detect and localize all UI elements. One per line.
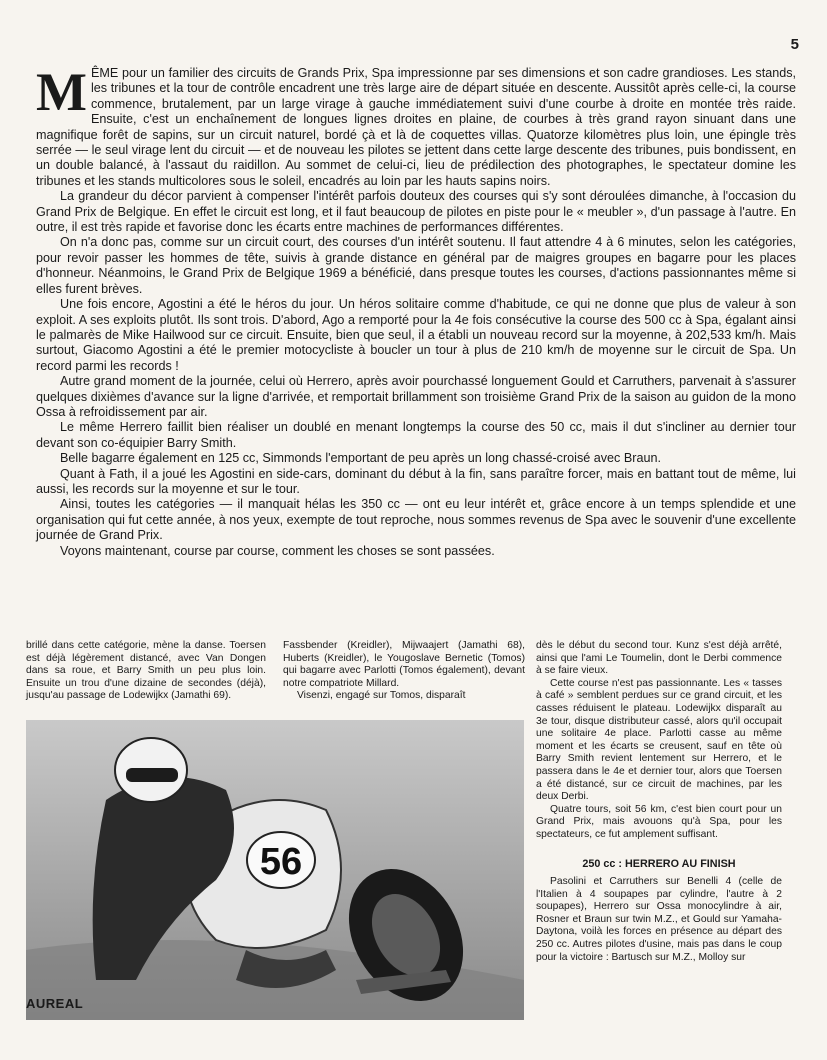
page-number: 5 [790,36,799,53]
column-paragraph: Pasolini et Carruthers sur Benelli 4 (celle de l'Italien à 4 soupapes par cylindre, l'autre à 2 soupapes), Herrero sur Ossa monocylindre à air, Rosner et Braun sur twin M.Z., et Gould sur Yamaha-Daytona, voilà les forces en présence au départ des 250 cc. Autres pilotes d'usine, mais pas dans le coup pour la victoire : Bartusch sur M.Z., Molloy sur [536,876,782,963]
column-paragraph: Visenzi, engagé sur Tomos, disparaît [297,690,466,702]
intro-paragraph: Une fois encore, Agostini a été le héros du jour. Un héros solitaire comme d'habitude, ce qui ne donne que plus de valeur à son exploit. A ses exploits plutôt. Ils sont trois. D'abord, Ago a remporté pour la 4e fois consécutive la course des 500 cc à Spa, égalant ainsi le palmarès de Mike Hailwood sur ce circuit. Ensuite, bien que seul, il a établi un nouveau record sur la moyenne, à 202,533 km/h. Mais surtout, Giacomo Agostini a été le premier motocycliste à boucler un tour à plus de 210 km/h de moyenne sur le circuit de Spa. Un record parmi les records ! [36,297,796,373]
intro-text [36,62,796,559]
motorcycle-racer-illustration [26,720,524,1020]
intro-paragraph: Voyons maintenant, course par course, comment les choses se sont passées. [60,543,495,558]
intro-paragraph: Belle bagarre également en 125 cc, Simmonds l'emportant de peu après un long chassé-croisé avec Braun. [60,451,661,466]
intro-paragraph: Autre grand moment de la journée, celui où Herrero, après avoir pourchassé longuement Gould et Carruthers, parvenait à s'assurer quelques dixièmes d'avance sur la ligne d'arrivée, et remportait brillamment son troisième Grand Prix de la saison au guidon de la mono Ossa à refroidissement par air. [36,374,796,419]
intro-paragraph: Le même Herrero faillit bien réaliser un doublé en menant longtemps la course des 50 cc, mais il dut s'incliner au dernier tour devant son co-équipier Barry Smith. [36,420,796,450]
column-paragraph: brillé dans cette catégorie, mène la danse. Toersen est déjà légèrement distancé, avec Van Dongen dans sa roue, et Barry Smith un peu plus loin. Ensuite un trou d'une dizaine de secondes (déjà), jusqu'au passage de Lodewijkx (Jamathi 69). [26,640,266,702]
column-paragraph: Cette course n'est pas passionnante. Les « tasses à café » semblent perdues sur ce grand circuit, et les casses réduisent le plateau. Lodewijkx disparaît au 3e tour, disque distributeur cassé, alors qu'il occupait une solitaire 4e place. Parlotti casse au même moment et les écarts se creusent, sauf en tête où Barry Smith revient lentement sur Herrero, et le passera dans le 4e et dernier tour, alors que Toersen a été distancé, sur ce circuit de machines, par les deux Derbi. [536,677,782,803]
photo-credit: AUREAL [26,996,84,1011]
intro-paragraph: On n'a donc pas, comme sur un circuit court, des courses d'un intérêt soutenu. Il faut attendre 4 à 6 minutes, selon les catégories, pour revoir passer les hommes de tête, suivis à grande distance en général par de maigres groupes en bagarre pour les places d'honneur. Néanmoins, le Grand Prix de Belgique 1969 a bénéficié, dans presque toutes les courses, d'actions passionnantes même si elles furent brèves. [36,235,796,296]
race-photo [26,720,524,1020]
intro-paragraph: Ainsi, toutes les catégories — il manquait hélas les 350 cc — ont eu leur intérêt et, grâce encore à un temps splendide et une organisation qui fut cette année, à nos yeux, exempte de tout reproche, nous sommes revenus de Spa avec le souvenir d'une excellente journée de Grand Prix. [36,497,796,543]
column-2 [283,640,525,703]
column-paragraph: Quatre tours, soit 56 km, c'est bien court pour un Grand Prix, mais avouons qu'à Spa, pour les spectateurs, ce fut amplement suffisant. [536,803,782,840]
column-1 [26,640,266,703]
race-number: 56 [259,841,303,883]
intro-paragraph: Quant à Fath, il a joué les Agostini en side-cars, dominant du début à la fin, sans paraître forcer, mais en battant tout de même, lui aussi, les records sur la moyenne et sur le tour. [36,466,796,496]
column-3 [536,640,782,964]
section-heading: 250 cc : HERRERO AU FINISH [582,857,736,870]
drop-cap: M [36,62,87,122]
column-paragraph: Fassbender (Kreidler), Mijwaajert (Jamathi 68), Huberts (Kreidler), le Yougoslave Bernetic (Tomos) qui bagarre avec Parlotti (Tomos également), devant notre compatriote Millard. [283,640,525,689]
column-paragraph: dès le début du second tour. Kunz s'est déjà arrêté, ainsi que l'ami Le Toumelin, dont le Derbi commence à se faire vieux. [536,640,782,677]
intro-paragraph: MÊME pour un familier des circuits de Grands Prix, Spa impressionne par ses dimensions et son cadre grandioses. Les stands, les tribunes et la tour de contrôle encadrent une très large aire de départ située en descente. Aussitôt après celle-ci, la course commence, brutalement, par un large virage à gauche immédiatement suivi d'une courbe à droite en montée très raide. Ensuite, c'est un enchaînement de longues lignes droites en plaine, de courbes à très grand rayon sinuant dans une magnifique forêt de sapins, sur un circuit naturel, bordé çà et là de coquettes villas. Quatorze kilomètres plus loin, une épingle très serrée — le seul virage lent du circuit — et de nouveau les pilotes se jettent dans cette large descente des tribunes, puis bondissent, en un double balancé, à l'assaut du raidillon. Au sommet de celui-ci, lieu de prédilection des photographes, le spectateur domine les tribunes et les stands multicolores sous le soleil, encadrés au loin par les hauts sapins noirs. [36,62,796,188]
intro-paragraph: La grandeur du décor parvient à compenser l'intérêt parfois douteux des courses qui s'y sont déroulées dimanche, à l'occasion du Grand Prix de Belgique. En effet le circuit est long, et il faut beaucoup de pilotes en piste pour le « meubler », d'un passage à l'autre. En outre, il est très rapide et favorise donc les écarts entre machines de performances différentes. [36,189,796,235]
